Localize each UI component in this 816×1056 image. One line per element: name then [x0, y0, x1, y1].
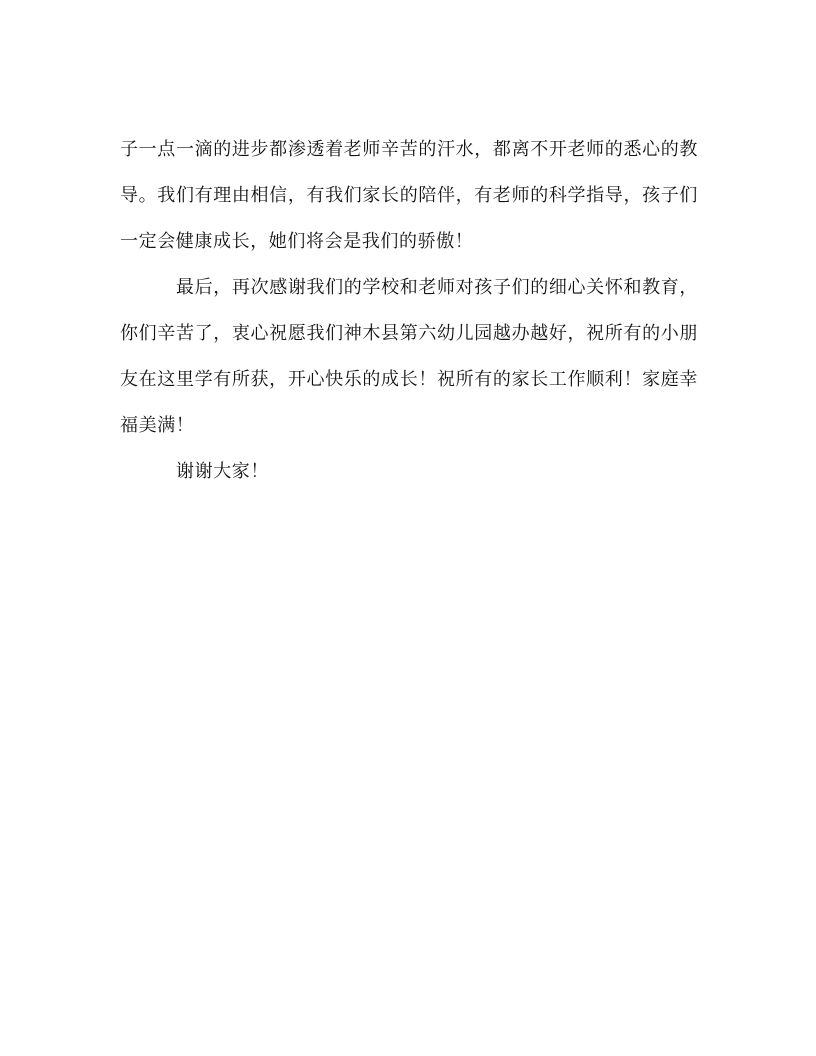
paragraph-continuation: 子一点一滴的进步都渗透着老师辛苦的汗水，都离不开老师的悉心的教导。我们有理由相信，有我们家长的陪伴，有老师的科学指导，孩子们一定会健康成长，她们将会是我们的骄傲！ — [120, 139, 698, 252]
paragraph-thank-you: 谢谢大家！ — [176, 461, 269, 482]
paragraph-closing-thanks: 最后，再次感谢我们的学校和老师对孩子们的细心关怀和教育，你们辛苦了，衷心祝愿我们神木县第六幼儿园越办越好，祝所有的小朋友在这里学有所获，开心快乐的成长！祝所有的家长工作顺利！家庭幸福美满！ — [120, 277, 698, 436]
document-body — [120, 127, 698, 495]
